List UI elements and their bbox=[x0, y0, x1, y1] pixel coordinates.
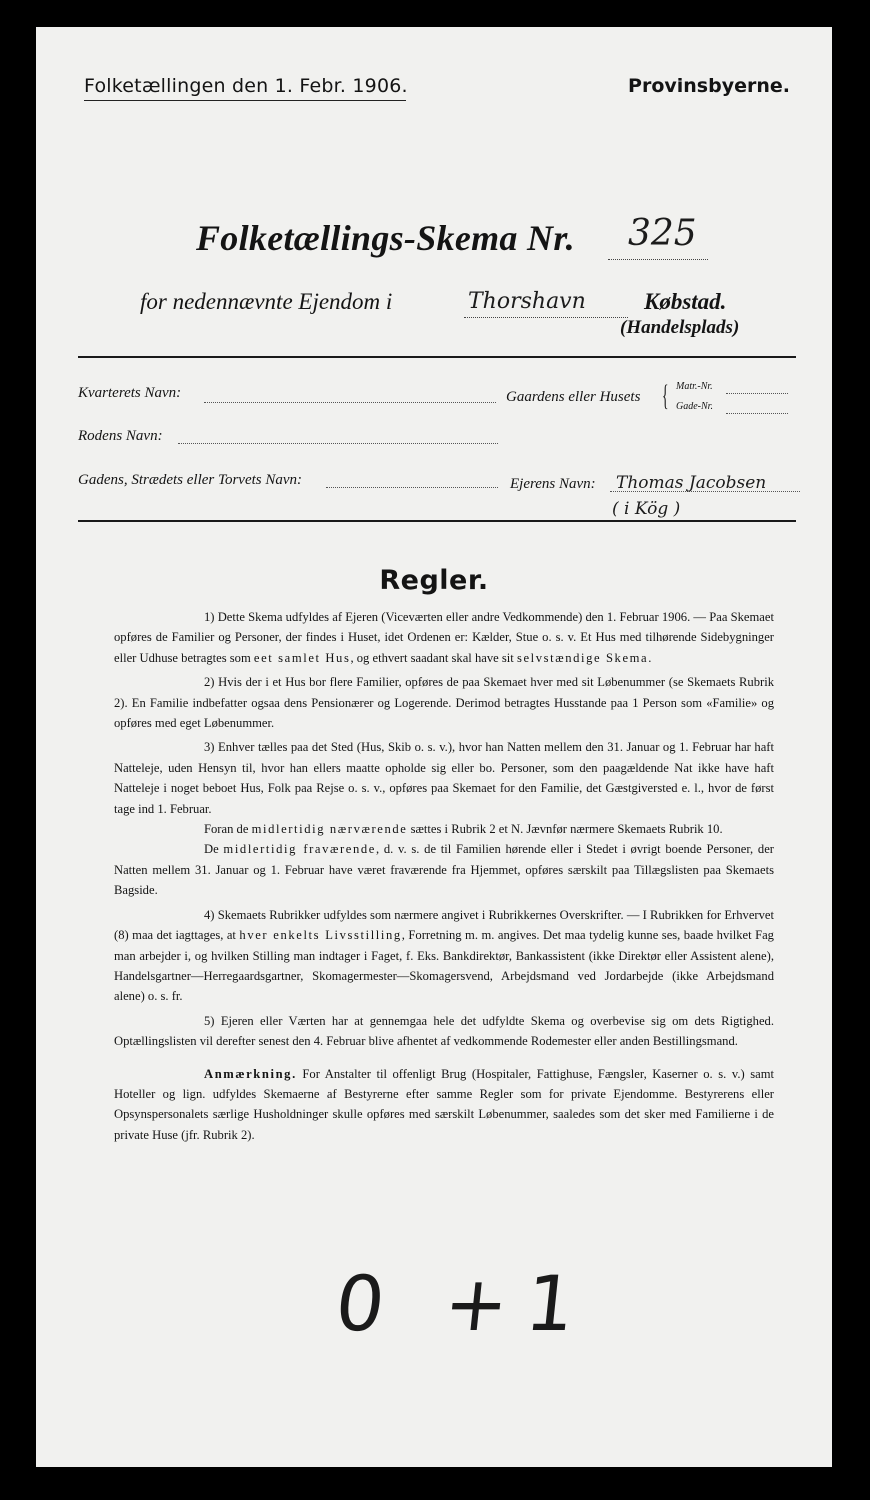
rule-1: 1) Dette Skema udfyldes af Ejeren (Viceværten eller andre Vedkommende) den 1. Februar 1906. — Paa Skemaet opføres de Familier og Personer, der findes i Huset, idet Ordenen er: Kælder, Stue o. s. v. Et Hus med tilhørende Sidebygninger eller Udhuse betragtes som eet samlet Hus, og ethvert saadant skal have sit selvstændige Skema. bbox=[114, 610, 774, 665]
gade-nr-label: Gade-Nr. bbox=[676, 401, 713, 412]
gade-field bbox=[326, 487, 498, 488]
ejer-label: Ejerens Navn: bbox=[510, 476, 596, 492]
rode-field bbox=[178, 443, 498, 444]
province-header: Provinsbyerne. bbox=[628, 75, 790, 97]
brace-symbol: { bbox=[662, 379, 669, 412]
gade-nr-field bbox=[726, 413, 788, 414]
gade-label: Gadens, Strædets eller Torvets Navn: bbox=[78, 472, 303, 488]
property-subtitle: for nedennævnte Ejendom i bbox=[140, 289, 393, 314]
rule-3-midlertidig-naervaerende: Foran de midlertidig nærværende sættes i Rubrik 2 et N. Jævnfør nærmere Skemaets Rubrik 10. bbox=[204, 822, 723, 837]
rode-label: Rodens Navn: bbox=[78, 428, 163, 444]
census-date-header: Folketællingen den 1. Febr. 1906. bbox=[84, 75, 408, 97]
owner-location-handwritten: ( i Kög ) bbox=[612, 499, 681, 519]
rule-3: 3) Enhver tælles paa det Sted (Hus, Skib o. s. v.), hvor han Natten mellem den 31. Januar og 1. Februar har haft Natteleje, uden Hensyn til, hvor han ellers maatte opholde sig eller bo. Personer, som den paagældende Nat ikke have haft Natteleje i noget beboet Hus, Folk paa Rejse o. s. v., opføres paa Skemaet for den Familie, det Gæstgiversted e. l., hvor de først tage ind 1. Februar. bbox=[114, 740, 774, 816]
bottom-rule bbox=[78, 520, 796, 522]
form-title: Folketællings-Skema Nr. bbox=[196, 218, 575, 258]
kobstad-label: Købstad. bbox=[644, 289, 727, 314]
rule-5: 5) Ejeren eller Værten har at gennemgaa hele det udfyldte Skema og overbevise sig om dets Rigtighed. Optællingslisten vil derefter senest den 4. Februar blive afhentet af vedkommende Rodemester eller anden Bestillingsmand. bbox=[114, 1013, 774, 1049]
matr-nr-label: Matr.-Nr. bbox=[676, 381, 713, 392]
rule-4: 4) Skemaets Rubrikker udfyldes som nærmere angivet i Rubrikkernes Overskrifter. — I Rubrikken for Erhvervet (8) maa det iagttages, at hver enkelts Livsstilling, Forretning m. m. angives. Det maa tydelig kunne ses, baade hvilket Fag man arbejder i, og hvilken Stilling man indtager i Faget, f. Eks. Bankdirektør, Bankassistent (ikke Direktør eller Assistent alene), Handelsgartner—Herregaardsgartner, Skomagermester—Skomagersvend, Arbejdsmand ved Jordarbejde (ikke Arbejdsmand alene) o. s. fr. bbox=[114, 907, 774, 1004]
handelsplads-label: (Handelsplads) bbox=[620, 317, 740, 338]
town-handwritten: Thorshavn bbox=[468, 289, 586, 314]
town-line bbox=[464, 317, 628, 318]
form-number-line bbox=[608, 259, 708, 260]
top-rule bbox=[78, 356, 796, 358]
census-form-page bbox=[36, 27, 832, 1467]
matr-nr-field bbox=[726, 393, 788, 394]
annotation-note: Anmærkning. For Anstalter til offenligt Brug (Hospitaler, Fattighuse, Fængsler, Kaserner o. s. v.) samt Hoteller og lign. udfyldes Skemaerne af Bestyrerne efter samme Regler som for private Ejendomme. Bestyrerens eller Opsynspersonalets særlige Husholdninger skulle opføres med særskilt Løbenummer, saaledes som det sker med Familierne i de private Huse (jfr. Rubrik 2). bbox=[114, 1066, 774, 1142]
owner-name-handwritten: Thomas Jacobsen bbox=[616, 473, 767, 493]
header-underline bbox=[84, 100, 406, 101]
form-number-handwritten: 325 bbox=[628, 213, 697, 254]
kvarter-label: Kvarterets Navn: bbox=[78, 385, 182, 401]
rules-text bbox=[114, 607, 774, 1149]
gaard-label: Gaardens eller Husets bbox=[506, 389, 641, 405]
kvarter-field bbox=[204, 402, 496, 403]
rule-3-midlertidig-fravaerende: De midlertidig fraværende, d. v. s. de til Familien hørende eller i Stedet i øvrigt boende Personer, der Natten mellem 31. Januar og 1. Februar have været fraværende fra Hjemmet, opføres særskilt paa Tillægslisten paa Skemaets Bagside. bbox=[114, 842, 774, 898]
rules-heading: Regler. bbox=[379, 565, 489, 596]
rule-2: 2) Hvis der i et Hus bor flere Familier, opføres de paa Skemaet hver med sit Løbenummer (se Skemaets Rubrik 2). En Familie indbefatter ogsaa dens Pensionærer og Logerende. Derimod betragtes Husstande paa 1 Person som «Familie» og opføres med eget Løbenummer. bbox=[114, 675, 774, 731]
handwritten-annotation: 0 +1 bbox=[331, 1259, 598, 1348]
